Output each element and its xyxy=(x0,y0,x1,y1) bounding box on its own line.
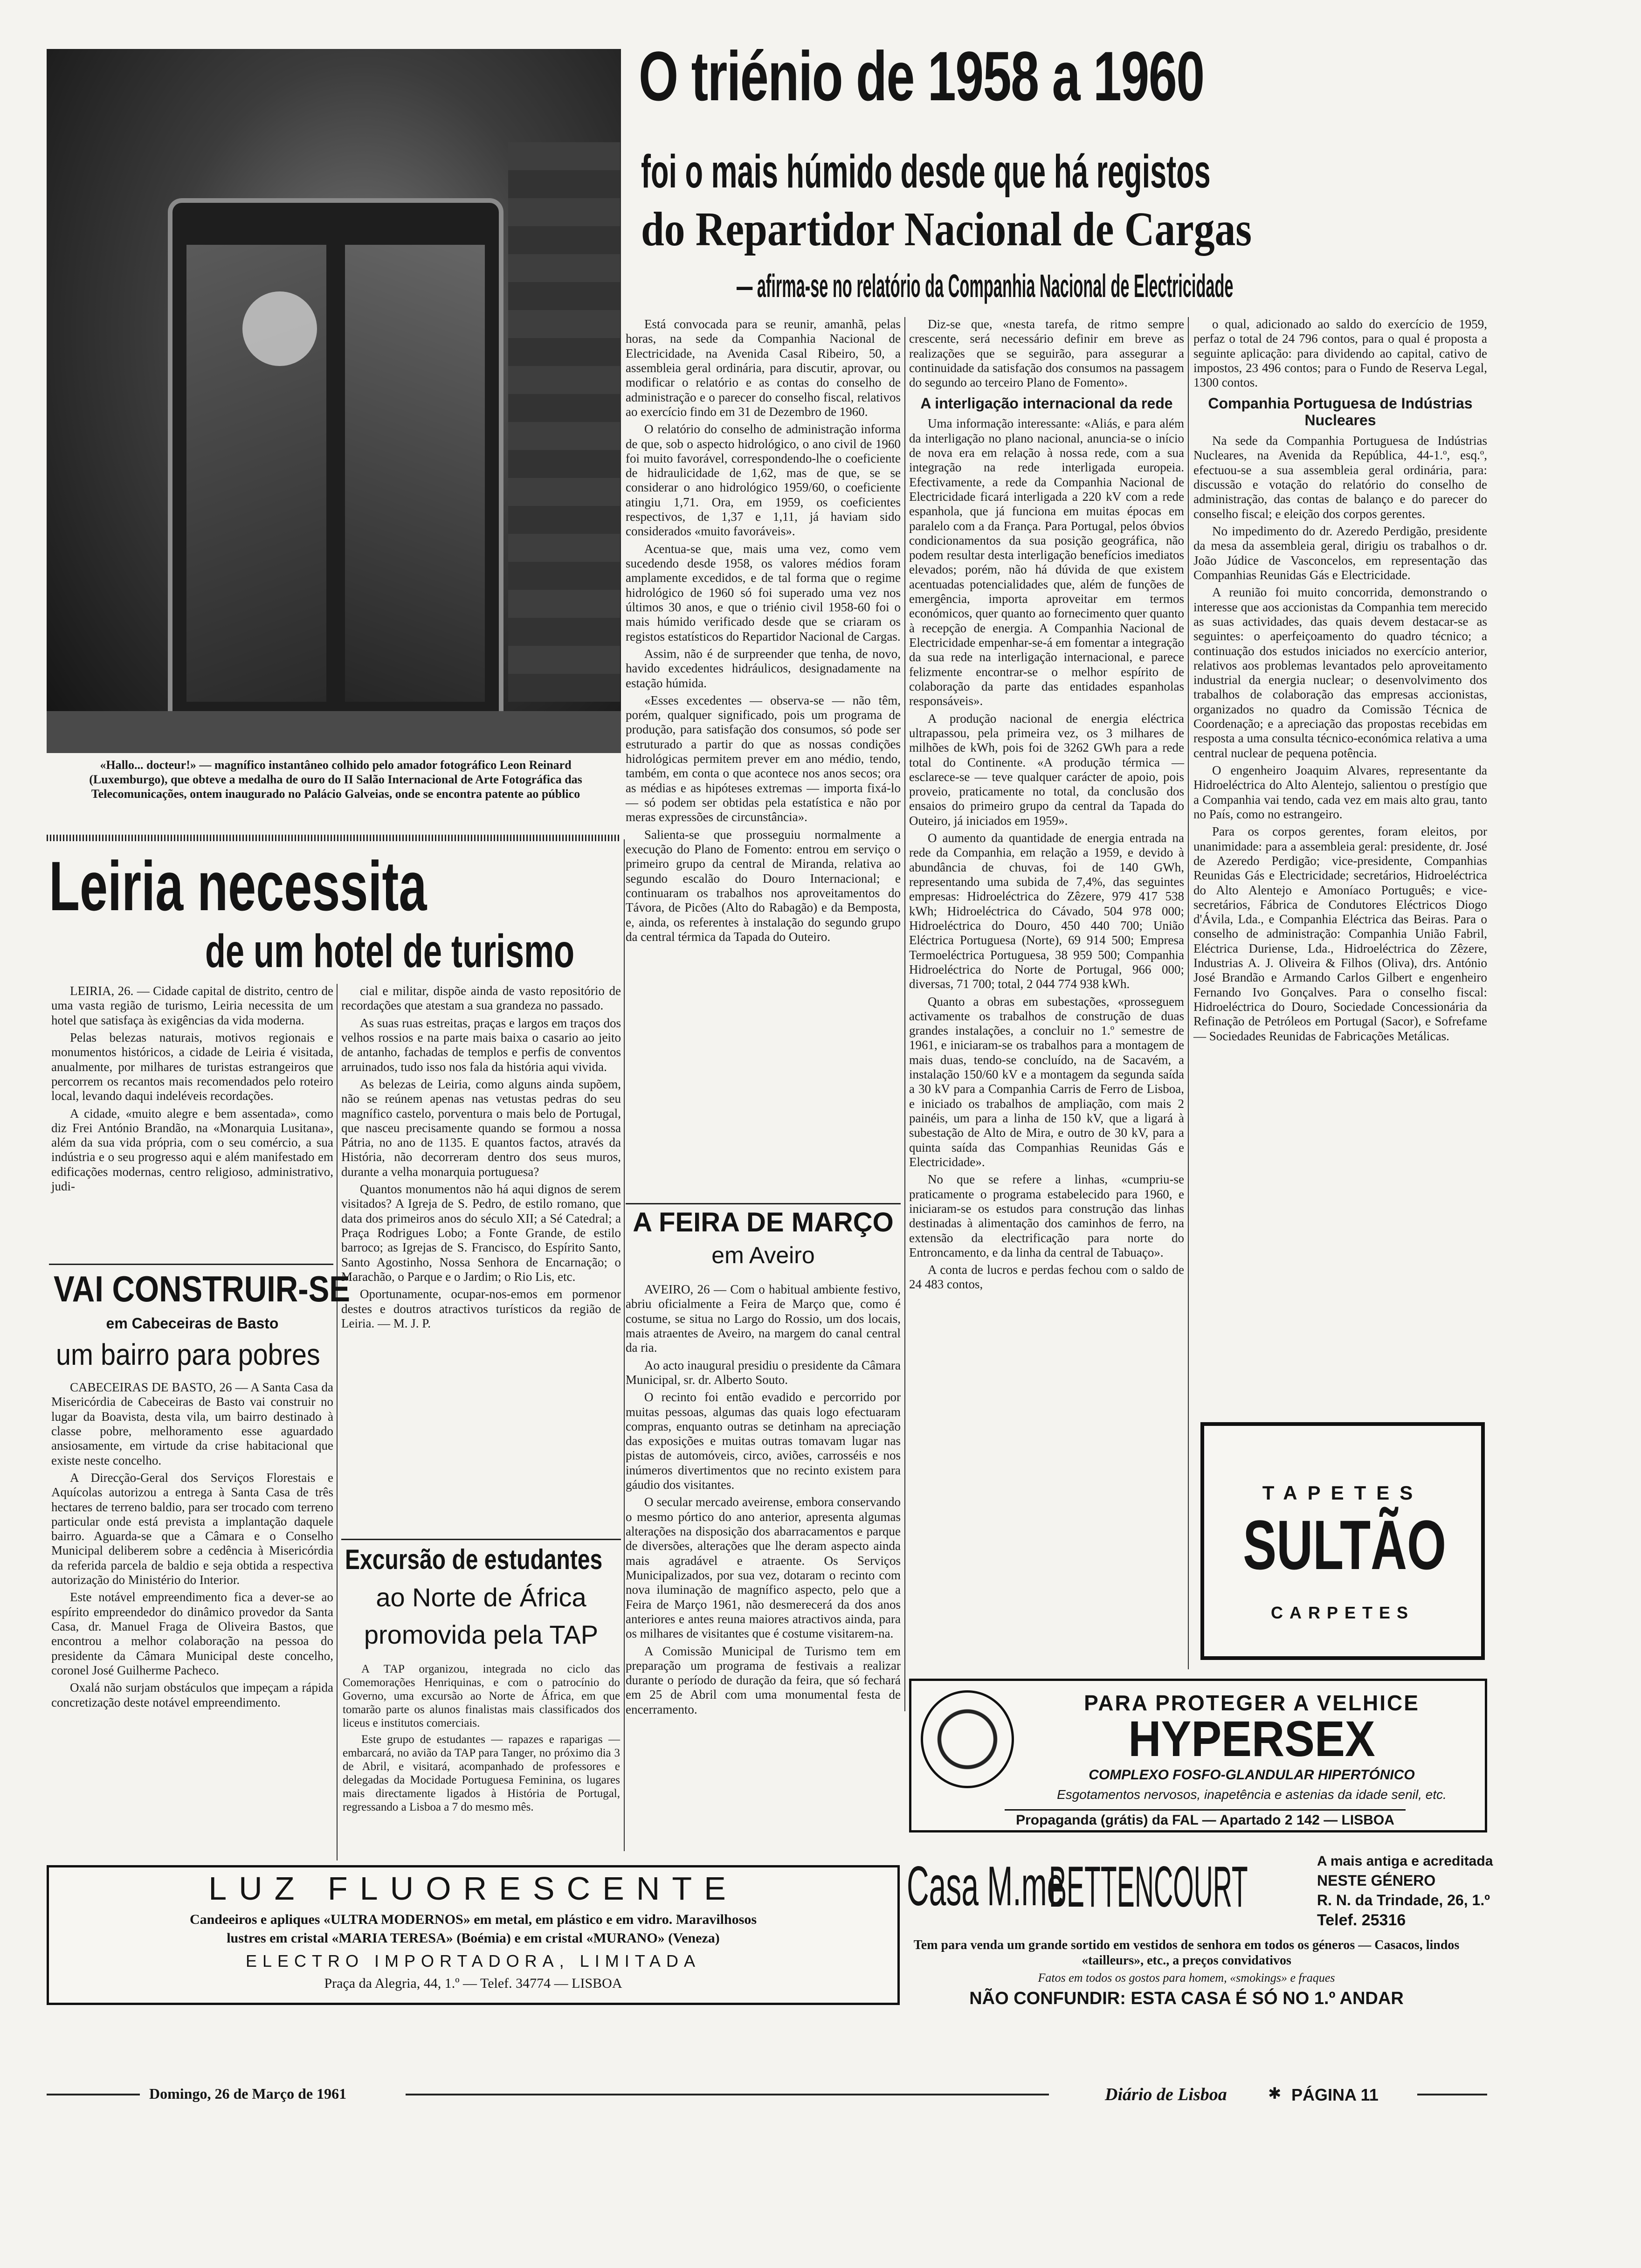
main-col-3 xyxy=(1193,317,1487,1046)
paragraph: Quanto a obras em subestações, «prosseguem activamente os trabalhos de construção de duas grandes instalações, a concluir no 1.º semestre de 1961, e iniciaram-se os trabalhos para a montagem de mais duas, tendo-se concluído, na de Sacavém, a instalação 150/60 kV e a montagem da segunda saída a 30 kV para a Companhia Carris de Ferro de Lisboa, e iniciado os trabalhos de ampliação, com mais 2 painéis, um para a linha de 150 kV, que a ligará à subestação de Alto de Mira, e outro de 30 kV, para a quinta saída das Companhias Reunidas Gás e Electricidade». xyxy=(909,994,1184,1169)
ad-tapetes-bottom: CARPETES xyxy=(1270,1603,1415,1622)
divider xyxy=(49,1264,333,1265)
paragraph: A produção nacional de energia eléctrica ultrapassou, pela primeira vez, os 3 milhares de milhões de kWh, pois foi de 3262 GWh para a rede total do Continente. «A produção térmica — esclarece-se — teve qualquer carácter de apoio, pois proveio, praticamente no total, da conclusão dos ensaios do primeiro grupo da central da Tapada do Outeiro, já iniciados em 1959». xyxy=(909,711,1184,828)
footer-rule-middle xyxy=(406,2094,1049,2095)
paragraph: Assim, não é de surpreender que tenha, de novo, havido excedentes hidráulicos, designadamente na estação húmida. xyxy=(626,646,901,690)
paragraph: O relatório do conselho de administração informa de que, sob o aspecto hidrológico, o ano civil de 1960 foi muito favorável, correspondendo-lhe o coeficiente de hidraulicidade de 1,62, mas de que, se se considerar o ano hidrológico 1959/60, o coeficiente atingiu 1,71. Ora, em 1959, os coeficientes respectivos, de 1,37 e 1,11, já haviam sido considerados «muito favoráveis». xyxy=(626,422,901,539)
paragraph: Oxalá não surjam obstáculos que impeçam a rápida concretização deste notável empreendimento. xyxy=(51,1680,333,1709)
ad-bettencourt-side3: R. N. da Trindade, 26, 1.º xyxy=(1317,1892,1490,1908)
feira-body xyxy=(626,1282,901,1720)
ad-bettencourt-line2: Fatos em todos os gostos para homem, «smokings» e fraques xyxy=(1038,1971,1335,1984)
ad-bettencourt-line3: NÃO CONFUNDIR: ESTA CASA É SÓ NO 1.º ANDAR xyxy=(969,1989,1404,2008)
paragraph: CABECEIRAS DE BASTO, 26 — A Santa Casa da Misericórdia de Cabeceiras de Basto vai construir no lugar da Boavista, desta vila, um bairro destinado à classe pobre, melhoramento esse aguardado ansiosamente, em virtude da crise habitacional que existe neste concelho. xyxy=(51,1380,333,1467)
ad-luz-address: Praça da Alegria, 44, 1.º — Telef. 34774 — LISBOA xyxy=(324,1976,622,1991)
footer-star-icon: ✱ xyxy=(1268,2084,1282,2103)
ad-luz-line1: Candeeiros e apliques «ULTRA MODERNOS» em metal, em plástico e em vidro. Maravilhosos xyxy=(189,1912,757,1927)
column-rule xyxy=(624,839,625,1851)
feira-headline: A FEIRA DE MARÇO xyxy=(633,1207,894,1238)
paragraph: LEIRIA, 26. — Cidade capital de distrito, centro de uma vasta região de turismo, Leiria necessita de um hotel que satisfaça às exigências da vida moderna. xyxy=(51,984,333,1027)
paragraph: No que se refere a linhas, «cumpriu-se praticamente o programa estabelecido para 1960, e iniciaram-se os estudos para construção das linhas destinadas à alimentação dos caminhos de ferro, na extensão da electrificação para norte do Entroncamento, e da linha da central de Tabuaço». xyxy=(909,1172,1184,1259)
leiria-subheadline: de um hotel de turismo xyxy=(205,925,575,977)
paragraph: Diz-se que, «nesta tarefa, de ritmo sempre crescente, será necessário definir em breve as realizações que se seguirão, para assegurar a continuidade da satisfação dos consumos na passagem do segundo ao terceiro Plano de Fomento». xyxy=(909,317,1184,390)
cabeceiras-headline-2: um bairro para pobres xyxy=(56,1338,320,1371)
ad-hypersex-emblem xyxy=(921,1690,1014,1788)
excursao-body xyxy=(343,1662,620,1817)
footer-date: Domingo, 26 de Março de 1961 xyxy=(149,2085,347,2102)
section-subhead: Companhia Portuguesa de Indústrias Nucleares xyxy=(1208,394,1473,429)
section-subhead: A interligação internacional da rede xyxy=(920,394,1173,412)
ad-luz-title: LUZ FLUORESCENTE xyxy=(208,1870,738,1907)
paragraph: A Direcção-Geral dos Serviços Florestais e Aquícolas autorizou a entrega à Santa Casa de três hectares de terreno baldio, para ser trocado com terreno particular onde está prevista a implantação daquele bairro. Aguarda-se que a Câmara e o Conselho Municipal deliberem sobre a cedência à Misericórdia da referida parcela de baldio e seja obtida a respectiva autorização do Ministério do Interior. xyxy=(51,1470,333,1587)
paragraph: Está convocada para se reunir, amanhã, pelas horas, na sede da Companhia Nacional de Electricidade, na Avenida Casal Ribeiro, 50, a assembleia geral ordinária, para discutir, aprovar, ou modificar o relatório e as contas do conselho de administração e o parecer do conselho fiscal, relativos ao exercício findo em 31 de Dezembro de 1960. xyxy=(626,317,901,419)
leiria-col-1 xyxy=(51,984,333,1196)
paragraph: A conta de lucros e perdas fechou com o saldo de 24 483 contos, xyxy=(909,1263,1184,1292)
column-rule xyxy=(337,984,338,1860)
ad-luz-line2: lustres em cristal «MARIA TERESA» (Boémia) e em cristal «MURANO» (Veneza) xyxy=(227,1930,720,1946)
paragraph: «Esses excedentes — observa-se — não têm, porém, qualquer significado, pois um programa de produção, para satisfação dos consumos, só pode ser estruturado a partir do que as nossas condições hidrológicas permitem prever em ano médio, tendo, também, em conta o que acontece nos anos secos; ora as médias e as hipóteses extremas — importa fixá-lo — só podem ser obtidas pela estatística e não por meras expressões de circunstância». xyxy=(626,693,901,824)
ad-hypersex-line3: Propaganda (grátis) da FAL — Apartado 2 142 — LISBOA xyxy=(1005,1809,1406,1828)
ad-hypersex-line2: Esgotamentos nervosos, inapetência e astenias da idade senil, etc. xyxy=(1057,1787,1447,1802)
paragraph: As suas ruas estreitas, praças e largos em traços dos velhos rossios e na parte mais baixa o casario ao jeito de antanho, fachadas de templos e perfis de conventos arruinados, tudo isso nos fala da história aqui vivida. xyxy=(341,1016,621,1074)
main-headline: O triénio de 1958 a 1960 xyxy=(639,37,1204,115)
footer-paper: Diário de Lisboa xyxy=(1105,2085,1227,2104)
paragraph: Oportunamente, ocupar-nos-emos em pormenor destes e doutros atractivos turísticos da região de Leiria. — M. J. P. xyxy=(341,1287,621,1330)
ad-hypersex-top: PARA PROTEGER A VELHICE xyxy=(1084,1691,1420,1715)
ad-bettencourt-side1: A mais antiga e acreditada xyxy=(1317,1853,1493,1869)
paragraph: O engenheiro Joaquim Alvares, representante da Hidroeléctrica do Alto Alentejo, salientou o prestígio que a Companhia vai tendo, cada vez em mais alto grau, tanto no País, como no estrangeiro. xyxy=(1193,763,1487,821)
paragraph: Pelas belezas naturais, motivos regionais e monumentos históricos, a cidade de Leiria é visitada, anualmente, por milhares de turistas estrangeiros que percorrem os recantos mais recomendados pelo roteiro local, levando daqui indeléveis recordações. xyxy=(51,1030,333,1103)
column-rule xyxy=(1188,317,1189,1669)
excursao-headline-2: ao Norte de África xyxy=(376,1583,586,1612)
paragraph: O recinto foi então evadido e percorrido por muitas pessoas, algumas das quais logo efectuaram compras, enquanto outras se detinham na apreciação das exposições e muitas outras tomavam lugar nas pistas de automóveis, circo, aviões, carrosséis e nos inúmeros divertimentos que no recinto existem para gáudio dos visitantes. xyxy=(626,1390,901,1492)
paragraph: A reunião foi muito concorrida, demonstrando o interesse que aos accionistas da Companhia tem merecido as suas actividades, das quais devem destacar-se as seguintes: o aperfeiçoamento do quadro técnico; a continuação dos estudos iniciados no exercício anterior, relativos aos problemas levantados pelo aproveitamento industrial da energia nuclear; o desenvolvimento dos trabalhos de colaboração das empresas accionistas, organizados no quadro da Comissão Técnica de Coordenação; e a apreciação das propostas recebidas em resposta a uma consulta técnico-económica relativa a uma central nuclear de pequena potência. xyxy=(1193,585,1487,760)
paragraph: A TAP organizou, integrada no ciclo das Comemorações Henriquinas, e com o patrocínio do Governo, uma excursão ao Norte de África, em que tomarão parte os alunos finalistas mais classificados dos liceus e institutos comerciais. xyxy=(343,1663,620,1729)
ad-tapetes-brand: SULTÃO xyxy=(1243,1506,1447,1584)
ad-hypersex-line1: COMPLEXO FOSFO-GLANDULAR HIPERTÓNICO xyxy=(1089,1767,1415,1783)
main-subhead-2: do Repartidor Nacional de Cargas xyxy=(641,202,1252,256)
footer-page: PÁGINA 11 xyxy=(1291,2085,1379,2104)
paragraph: Uma informação interessante: «Aliás, e para além da interligação no plano nacional, anuncia-se o início de nova era em relação à nossa rede, com a sua integração na rede interligada europeia. Efectivamente, a rede da Companhia Nacional de Electricidade ficará interligada a 220 kV com a rede espanhola, que já funciona em muitas épocas em paralelo com a da França. Para Portugal, pelos óbvios condicionamentos da sua posição geográfica, não podem resultar desta interligação benefícios imediatos elevados; porém, não há dúvida de que existem acentuadas potencialidades que, além de funções de emergência, importa aproveitar em termos económicos, quer quanto ao fornecimento quer quanto à recepção de energia. A Companhia Nacional de Electricidade empenhar-se-á em fomentar a integração da sua rede na interligação internacional, e parece felizmente encontrar-se o melhor espírito de colaboração da parte das entidades espanholas responsáveis». xyxy=(909,416,1184,708)
ad-tapetes-top: TAPETES xyxy=(1262,1482,1423,1504)
ad-luz-company: ELECTRO IMPORTADORA, LIMITADA xyxy=(245,1951,701,1971)
ad-bettencourt-side4: Telef. 25316 xyxy=(1317,1911,1406,1929)
paragraph: O aumento da quantidade de energia entrada na rede da Companhia, em relação a 1959, e devido à abundância de chuvas, foi de 140 GWh, representando uma subida de 7,4%, das seguintes empresas: Hidroeléctrica do Zêzere, 979 417 538 kWh; Hidroeléctrica do Cávado, 504 978 000; Hidroeléctrica do Douro, 450 440 700; União Eléctrica Portuguesa (Norte), 69 914 500; Empresa Termoeléctrica Portuguesa, 38 959 500; Companhia Hidroeléctrica do Norte de Portugal, 966 000; diversas, 71 700; total, 2 044 774 938 kWh. xyxy=(909,831,1184,991)
photo-caption: «Hallo... docteur!» — magnífico instantâneo colhido pelo amador fotográfico Leon Reinard (Luxemburgo), que obteve a medalha de ouro do II Salão Internacional de Arte Fotográfica das Telecomunicações, ontem inaugurado no Palácio Galveias, onde se encontra patente ao público xyxy=(89,758,582,801)
feira-subline: em Aveiro xyxy=(711,1242,815,1268)
cabeceiras-headline: VAI CONSTRUIR-SE xyxy=(54,1268,351,1309)
paragraph: Na sede da Companhia Portuguesa de Indústrias Nucleares, na Avenida da República, 44-1.º, esq.º, efectuou-se a sua assembleia geral ordinária, para: discussão e votação do relatório do conselho de administração, das contas de balanço e do parecer do conselho fiscal; e eleição dos corpos gerentes. xyxy=(1193,434,1487,521)
paragraph: O secular mercado aveirense, embora conservando o mesmo pórtico do ano anterior, apresenta algumas alterações na disposição dos abarracamentos e parque de diversões, alterações que lhe deram aspecto ainda mais agradável e atraente. Os Serviços Municipalizados, por sua vez, dotaram o recinto com nova iluminação de magnífico aspecto, pelo que a Feira de Março 1961, não desmerecerá da dos anos anteriores e antes reuna maiores atractivos ainda, para os milhares de visitantes que é costume visitarem-na. xyxy=(626,1495,901,1641)
main-kicker: — afirma-se no relatório da Companhia Nacional de Electricidade xyxy=(737,268,1234,304)
main-col-2 xyxy=(909,317,1184,1295)
main-col-1 xyxy=(626,317,901,947)
ad-bettencourt xyxy=(907,1853,1493,2087)
ad-luz-fluorescente xyxy=(47,1865,900,2005)
paragraph: o qual, adicionado ao saldo do exercício de 1959, perfaz o total de 24 796 contos, para o qual é proposta a seguinte aplicação: para dividendo ao capital, cativo de impostos, 23 496 contos; para o Fundo de Reserva Legal, 1300 contos. xyxy=(1193,317,1487,390)
excursao-headline: Excursão de estudantes xyxy=(345,1544,603,1575)
excursao-headline-3: promovida pela TAP xyxy=(364,1620,599,1649)
main-subhead-1: foi o mais húmido desde que há registos xyxy=(641,145,1211,198)
ad-hypersex-brand: HYPERSEX xyxy=(1128,1710,1375,1767)
paragraph: As belezas de Leiria, como alguns ainda supõem, não se reúnem apenas nas vetustas pedras do seu magnífico castelo, porventura o mais belo de Portugal, que nasceu precisamente quando se formou a nossa Pátria, no ano de 1135. E quantos factos, através da História, não decorreram dentro dos seus muros, durante a velha monarquia portuguesa? xyxy=(341,1077,621,1179)
ad-bettencourt-brand-left: Casa M.me xyxy=(907,1855,1064,1917)
column-rule xyxy=(904,317,905,1711)
ad-bettencourt-brand-right: BETTENCOURT xyxy=(1049,1855,1248,1919)
paragraph: Este notável empreendimento fica a dever-se ao espírito empreendedor do dinâmico provedor da Santa Casa, dr. Manuel Fraga de Oliveira Bastos, que encontrou a melhor colaboração na pessoa do presidente da Câmara Municipal deste concelho, coronel José Guilherme Pacheco. xyxy=(51,1590,333,1677)
news-photo xyxy=(47,49,621,753)
paragraph: No impedimento do dr. Azeredo Perdigão, presidente da mesa da assembleia geral, dirigiu os trabalhos o dr. João Júdice de Vasconcelos, em representação das Companhias Reunidas Gás e Electricidade. xyxy=(1193,524,1487,582)
leiria-headline: Leiria necessita xyxy=(49,847,427,925)
cabeceiras-body xyxy=(51,1380,333,1713)
paragraph: Este grupo de estudantes — rapazes e raparigas — embarcará, no avião da TAP para Tanger, no próximo dia 3 de Abril, e visitará, acompanhado de professores e delegadas da Mocidade Portuguesa Feminina, os lugares mais directamente ligados à História de Portugal, regressando a Lisboa a 7 do mesmo mês. xyxy=(343,1733,620,1813)
divider xyxy=(626,1203,901,1204)
cabeceiras-subline: em Cabeceiras de Basto xyxy=(106,1315,279,1332)
paragraph: Salienta-se que prosseguiu normalmente a execução do Plano de Fomento: entrou em serviço o primeiro grupo da central de Miranda, relativa ao segundo escalão do Douro Internacional; e continuaram os trabalhos nos aproveitamentos do Távora, de Picões (Alto do Rabagão) e da Bemposta, e, ainda, os referentes à instalação do segundo grupo da central térmica da Tapada do Outeiro. xyxy=(626,827,901,944)
footer-rule-left xyxy=(47,2094,140,2095)
leiria-col-2 xyxy=(341,984,621,1334)
paragraph: A cidade, «muito alegre e bem assentada», como diz Frei António Brandão, na «Monarquia Lusitana», além da sua vida própria, com o seu comércio, a sua indústria e o seu progresso aqui e além manifestado em edificações modernas, centro religioso, administrativo, judi- xyxy=(51,1106,333,1194)
ad-bettencourt-side2: NESTE GÉNERO xyxy=(1317,1872,1436,1889)
paragraph: Para os corpos gerentes, foram eleitos, por unanimidade: para a assembleia geral: presidente, dr. José de Azeredo Perdigão; vice-presidente, Companhias Reunidas Gás e Electricidade; secretários, Hidroeléctrica do Alto Alentejo e Amoníaco Português; e vice-secretários, Fábrica de Condutores Eléctricos Diogo d'Ávila, Lda., e Companhia Eléctrica das Beiras. Para o conselho de administração: Companhia União Fabril, Eléctrica Duriense, Lda., Hidroeléctrica do Zêzere, Industrias A. J. Oliveira & Filhos (Oliva), drs. António José Brandão e Armando Carlos Gilbert e engenheiro Fernando Ivo Gonçalves. Para o conselho fiscal: Hidroeléctrica do Douro, Sociedade Concessionária da Refinação de Petróleos em Portugal (Sacor), e Sofrefame — Sociedades Reunidas de Fabricações Metálicas. xyxy=(1193,824,1487,1043)
paragraph: AVEIRO, 26 — Com o habitual ambiente festivo, abriu oficialmente a Feira de Março que, como é costume, se situa no Largo do Rossio, um dos locais, mais atraentes de Aveiro, na margem do canal central da ria. xyxy=(626,1282,901,1355)
paragraph: Acentua-se que, mais uma vez, como vem sucedendo desde 1958, os valores médios foram amplamente excedidos, e de tal forma que o regime hidrológico de 1960 só foi superado uma vez nos últimos 30 anos, e que o triénio civil 1958-60 foi o mais húmido verificado desde que se criaram os registos estatísticos do Repartidor Nacional de Cargas. xyxy=(626,541,901,643)
paragraph: cial e militar, dispõe ainda de vasto repositório de recordações que atestam a sua grandeza no passado. xyxy=(341,984,621,1013)
paragraph: Quantos monumentos não há aqui dignos de serem visitados? A Igreja de S. Pedro, de estilo romano, que data dos primeiros anos do século XII; a Sé Catedral; a Praça Rodrigues Lobo; a Fonte Grande, de estilo barroco; as Igrejas de S. Francisco, do Espírito Santo, Santo Agostinho, Nossa Senhora de Encarnação; o Marachão, o Parque e o Jardim; o Rio Lis, etc. xyxy=(341,1182,621,1284)
divider xyxy=(341,1539,621,1540)
ad-bettencourt-line1: Tem para venda um grande sortido em vestidos de senhora em todos os géneros — Casacos, lindos «tailleurs», etc., a preços convidativos xyxy=(913,1938,1460,1968)
divider xyxy=(47,835,621,841)
ad-hypersex xyxy=(909,1679,1487,1832)
paragraph: Ao acto inaugural presidiu o presidente da Câmara Municipal, sr. dr. Alberto Souto. xyxy=(626,1358,901,1387)
paragraph: A Comissão Municipal de Turismo tem em preparação um programa de festivais a realizar durante o período de duração da feira, que só fechará em 25 de Abril com uma monumental festa de encerramento. xyxy=(626,1644,901,1716)
ad-tapetes-sultao xyxy=(1200,1422,1485,1660)
footer-rule-right xyxy=(1417,2094,1487,2095)
